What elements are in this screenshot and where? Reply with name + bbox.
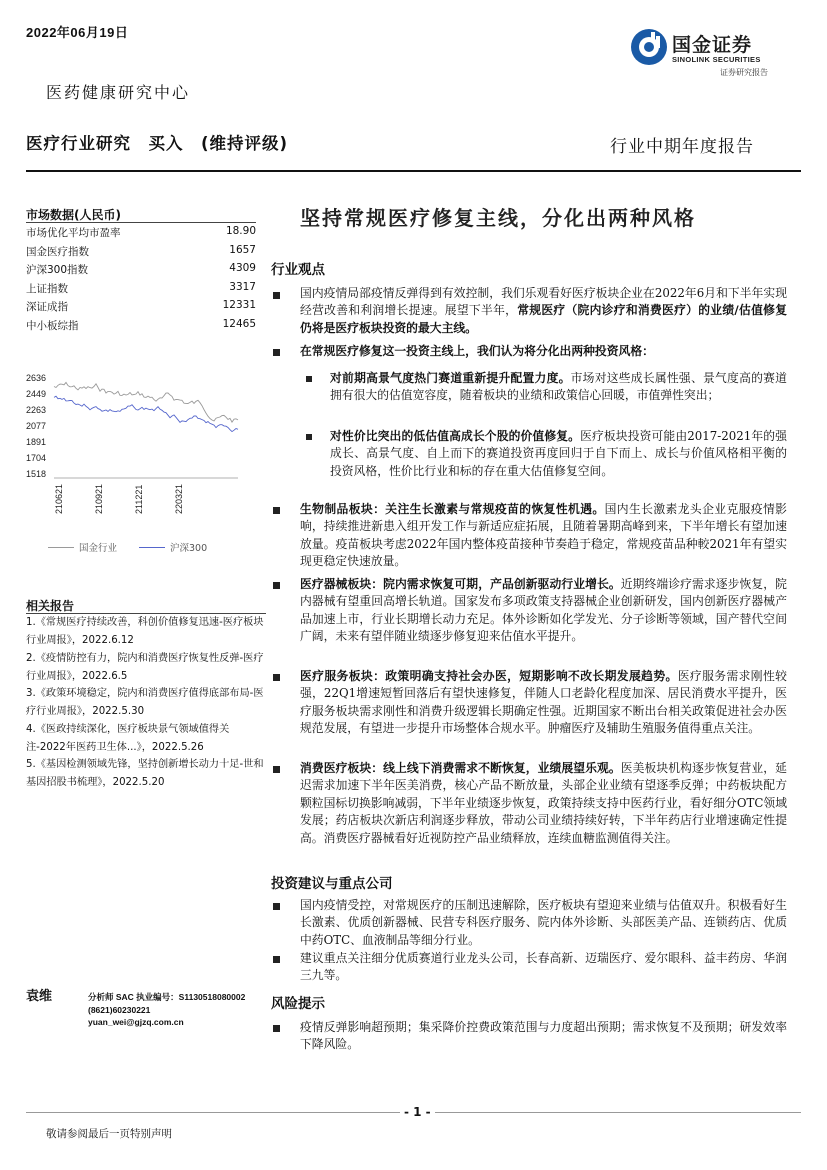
bullet-icon <box>273 349 280 356</box>
market-row <box>26 299 256 314</box>
report-type: 行业中期年度报告 <box>610 137 754 157</box>
research-center: 医药健康研究中心 <box>46 83 191 102</box>
market-row-label: 国金医疗指数 <box>26 245 89 258</box>
y-tick-label: 2263 <box>26 405 47 415</box>
market-row-label: 市场优化平均市盈率 <box>26 227 121 239</box>
series-line-industry <box>54 382 238 422</box>
section-risk: 风险提示 <box>271 996 325 1012</box>
para-devices: 医疗器械板块：院内需求恢复可期，产品创新驱动行业增长。近期终端诊疗需求逐步恢复，院内器械有望重回高增长轨道。国家发布多项政策支持器械企业创新研发，国内创新医疗器械产品加速上市，行业长期增长动力充足。体外诊断如化学发光、分子诊断等领域，国产替代空间广阔，未来有望伴随业绩逐步修复迎来估值水平提升。 <box>300 577 787 644</box>
bullet-icon <box>273 1025 280 1032</box>
related-reports-title: 相关报告 <box>26 599 75 613</box>
market-row <box>26 318 256 333</box>
section-industry-view: 行业观点 <box>271 262 325 278</box>
market-row <box>26 244 256 259</box>
y-tick-label: 1518 <box>26 469 47 479</box>
market-row <box>26 281 256 296</box>
para-outlook: 国内疫情局部疫情反弹得到有效控制，我们乐观看好医疗板块企业在2022年6月和下半年实现经营改善和利润增长提速。展望下半年，常规医疗（院内诊疗和消费医疗）的业绩/估值修复仍将是医疗板块投资的最大主线。 <box>300 286 787 335</box>
para-advice: 国内疫情受控，对常规医疗的压制迅速解除，医疗板块有望迎来业绩与估值双升。积极看好生长激素、优质创新器械、民营专科医疗服务、院内体外诊断、头部医美产品、连锁药店、优质中药OTC、血液制品等细分行业。 <box>300 898 787 947</box>
para-style-1: 对前期高景气度热门赛道重新提升配置力度。市场对这些成长属性强、景气度高的赛道拥有很大的估值宽容度，随着板块的业绩和政策信心回暖，市值弹性突出； <box>330 371 787 403</box>
para-two-styles: 在常规医疗修复这一投资主线上，我们认为将分化出两种投资风格： <box>300 344 654 358</box>
x-tick-label: 211221 <box>134 484 144 514</box>
chart-legend <box>48 540 207 554</box>
bullet-icon <box>273 956 280 963</box>
market-data-title: 市场数据(人民币) <box>26 208 121 222</box>
logo-english: SINOLINK SECURITIES <box>672 55 761 64</box>
y-tick-label: 1704 <box>26 453 47 463</box>
y-tick-label: 2636 <box>26 373 47 383</box>
bullet-icon <box>273 582 280 589</box>
related-report-5[interactable]: 5.《基因检测领域先锋，坚持创新增长动力十足-世和基因招股书梳理》，2022.5.20 <box>26 759 264 788</box>
related-report-1[interactable]: 1.《常规医疗持续改善，科创价值修复迅速-医疗板块行业周报》，2022.6.12 <box>26 617 264 646</box>
market-row-value: 12331 <box>222 299 256 311</box>
market-row <box>26 262 256 277</box>
market-row-value: 18.90 <box>225 225 256 237</box>
rating-line: 医疗行业研究 买入 (维持评级) <box>26 134 289 153</box>
y-tick-label: 2449 <box>26 389 47 399</box>
market-row-label: 沪深300指数 <box>26 264 89 276</box>
market-row-value: 1657 <box>229 243 256 256</box>
market-divider <box>26 222 256 223</box>
para-biologics: 生物制品板块：关注生长激素与常规疫苗的恢复性机遇。国内生长激素龙头企业克服疫情影响，持续推进新患入组开发工作与新适应症拓展，且随着暑期高峰到来，下半年增长有望加速放量。疫苗板块考虑2022年国内整体疫苗接种节奏趋于稳定，常规疫苗品种較2021年有望实现更稳定快速放量。 <box>300 502 787 569</box>
related-report-4[interactable]: 4.《医政持续深化，医疗板块景气领域值得关注-2022年医药卫生体...》，2022.5.26 <box>26 724 230 753</box>
para-companies: 建议重点关注细分优质赛道行业龙头公司，长春高新、迈瑞医疗、爱尔眼科、益丰药房、华润三九等。 <box>300 951 787 983</box>
market-row-label: 深证成指 <box>26 301 68 313</box>
author-info: 分析师 SAC 执业编号：S1130518080002 (8621)60230221 yuan_wei@gjzq.com.cn <box>88 992 246 1027</box>
sub-bullet-icon <box>306 434 312 440</box>
header-rule <box>26 170 801 172</box>
y-tick-label: 1891 <box>26 437 47 447</box>
logo-sub: 证券研究报告 <box>720 68 768 77</box>
legend-item-industry: 国金行业 <box>48 540 117 554</box>
series-line-hs300 <box>54 396 238 431</box>
market-row <box>26 225 256 240</box>
market-row-label: 中小板综指 <box>26 319 79 332</box>
para-consumer: 消费医疗板块：线上线下消费需求不断恢复，业绩展望乐观。医美板块机构逐步恢复营业，延迟需求加速下半年医美消费，核心产品不断放量，头部企业业绩有望逐季反弹；中药板块配方颗粒国标切换影响减弱，下半年业绩逐步恢复，政策持续支持中医药行业，看好细分OTC领域发展；药店板块次新店利润逐步释放，带动公司业绩持续好转，下半年药店行业增速确定性提高。消费医疗器械看好近视防控产品业绩释放，连续血糖监测值得关注。 <box>300 761 787 845</box>
market-row-value: 4309 <box>229 262 256 274</box>
section-investment: 投资建议与重点公司 <box>271 876 393 892</box>
bullet-icon <box>273 766 280 773</box>
para-risk: 疫情反弹影响超预期；集采降价控费政策范围与力度超出预期；需求恢复不及预期；研发效率下降风险。 <box>300 1020 787 1052</box>
x-tick-label: 210621 <box>54 483 64 514</box>
bullet-icon <box>273 292 280 299</box>
x-tick-label: 220321 <box>174 483 184 514</box>
market-row-label: 上证指数 <box>26 282 68 295</box>
page-number: - 1 - <box>400 1105 435 1119</box>
para-services: 医疗服务板块：政策明确支持社会办医，短期影响不改长期发展趋势。医疗服务需求刚性较强，22Q1增速短暂回落后有望快速修复，伴随人口老龄化程度加深、居民消费水平提升，医疗服务板块需求刚性和消费升级逻辑长期确定性强。近期国家不断出台相关政策促进社会办医规范发展，有望进一步提升市场整体合规水平。肿瘤医疗及辅助生殖服务值得重点关注。 <box>300 669 787 736</box>
main-title: 坚持常规医疗修复主线，分化出两种风格 <box>300 206 696 230</box>
disclaimer: 敬请参阅最后一页特别声明 <box>46 1128 172 1140</box>
bullet-icon <box>273 507 280 514</box>
logo-name: 国金证券 <box>672 34 753 56</box>
author-name: 袁维 <box>26 989 53 1004</box>
bullet-icon <box>273 674 280 681</box>
report-date: 2022年06月19日 <box>26 25 129 40</box>
related-report-2[interactable]: 2.《疫情防控有力，院内和消费医疗恢复性反弹-医疗行业周报》，2022.6.5 <box>26 653 264 682</box>
sub-bullet-icon <box>306 376 312 382</box>
market-row-value: 3317 <box>229 280 256 293</box>
para-style-2: 对性价比突出的低估值高成长个股的价值修复。医疗板块投资可能由2017-2021年的强成长、高景气度、自上而下的赛道投资再度回归于自下而上、成长与价值风格相平衡的投资风格，性价比行业和标的存在重大估值修复空间。 <box>330 429 787 478</box>
x-tick-label: 210921 <box>94 483 104 514</box>
sinolink-logo-icon <box>630 28 668 66</box>
legend-item-hs300: 沪深300 <box>139 540 207 554</box>
related-report-3[interactable]: 3.《政策环境稳定，院内和消费医疗值得底部布局-医疗行业周报》，2022.5.30 <box>26 688 264 717</box>
market-row-value: 12465 <box>222 317 256 330</box>
index-chart <box>24 364 249 524</box>
bullet-icon <box>273 903 280 910</box>
y-tick-label: 2077 <box>26 421 47 431</box>
